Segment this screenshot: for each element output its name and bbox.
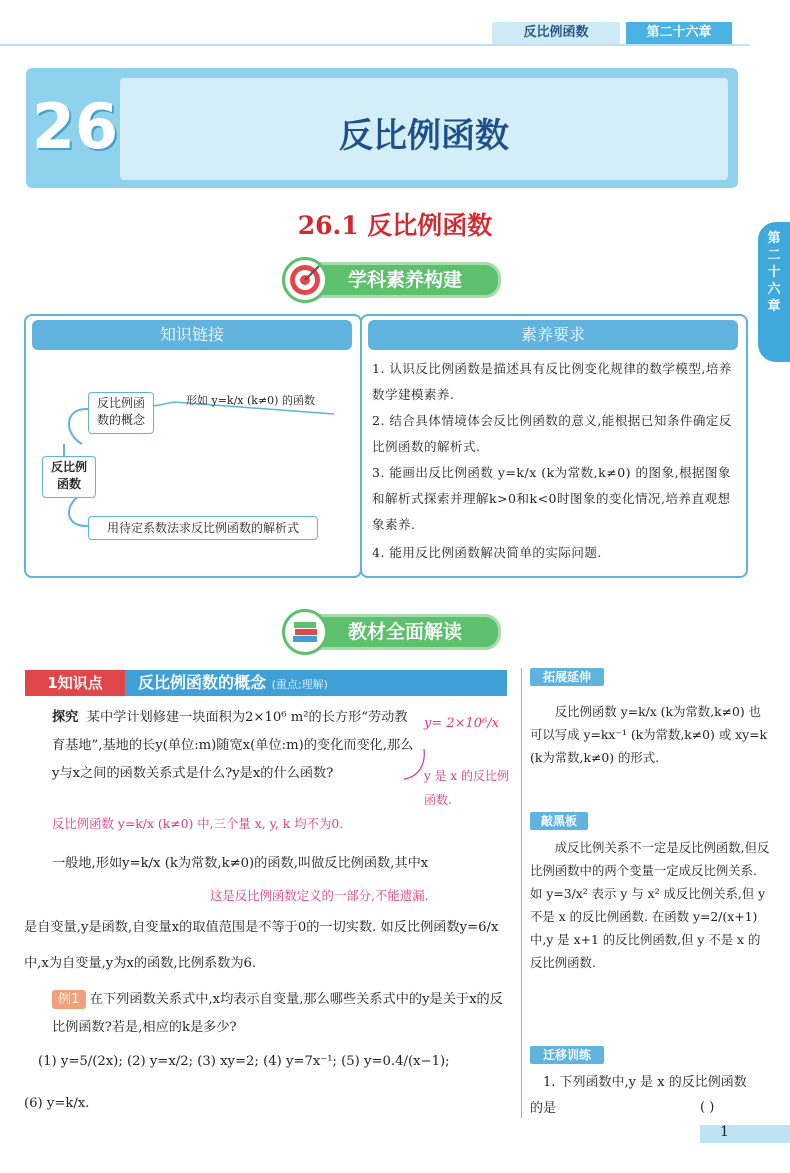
side-tab-char: 第 xyxy=(767,231,781,246)
example-option-6: (6) y=k/x. xyxy=(24,1096,90,1111)
section-title: 26.1 反比例函数 xyxy=(297,211,493,240)
side-tab-char: 六 xyxy=(767,282,781,297)
example-text: 在下列函数关系式中,x均表示自变量,那么哪些关系式中的y是关于x的反比例函数?若是,相应的k是多少? xyxy=(52,992,503,1035)
requirement-item: 2. 结合具体情境体会反比例函数的意义,能根据已知条件确定反比例函数的解析式. xyxy=(372,413,732,454)
root-node: 反比例 函数 xyxy=(42,456,96,498)
knowledge-link-heading: 知识链接 xyxy=(32,320,352,350)
practice-answer-paren[interactable]: ( ) xyxy=(700,1100,715,1115)
chapter-number: 26 xyxy=(31,90,119,163)
method-node: 用待定系数法求反比例函数的解析式 xyxy=(88,516,318,540)
extension-text: 反比例函数 y=k/x (k为常数,k≠0) 也可以写成 y=kx⁻¹ (k为常数,k≠0) 或 xy=k (k为常数,k≠0) 的形式. xyxy=(530,704,768,765)
kp-subtitle: (重点;理解) xyxy=(271,678,328,691)
note-definition: 这是反比例函数定义的一部分,不能遗漏. xyxy=(210,888,429,903)
column-divider xyxy=(521,668,522,1118)
concept-definition: 形如 y=k/x (k≠0) 的函数 xyxy=(186,394,315,407)
extension-tag: 拓展延伸 xyxy=(530,668,604,686)
note-nonzero: 反比例函数 y=k/x (k≠0) 中,三个量 x, y, k 均不为0. xyxy=(52,816,344,831)
concept-node: 反比例函 数的概念 xyxy=(88,392,154,434)
header-divider xyxy=(0,44,750,46)
header-topic-tab: 反比例函数 xyxy=(492,22,620,44)
side-tab-char: 二 xyxy=(767,248,781,263)
explore-annotation-note: y 是 x 的反比例函数. xyxy=(424,769,509,807)
requirement-item: 4. 能用反比例函数解决简单的实际问题. xyxy=(372,545,602,560)
chapter-title: 反比例函数 xyxy=(339,116,509,156)
textbook-pill-label: 教材全面解读 xyxy=(348,621,463,643)
kp-title-text: 反比例函数的概念 xyxy=(138,673,267,692)
blackboard-tag: 敲黑板 xyxy=(530,812,588,830)
practice-tag: 迁移训练 xyxy=(530,1046,604,1064)
annotation-arrow xyxy=(400,745,430,785)
explore-annotation-formula: y= 2×10⁶/x xyxy=(424,716,499,731)
definition-continued: 是自变量,y是函数,自变量x的取值范围是不等于0的一切实数. 如反比例函数y=6/x中,x为自变量,y为x的函数,比例系数为6. xyxy=(24,920,499,971)
page-number-bar xyxy=(700,1125,790,1143)
explore-label: 探究 xyxy=(52,710,79,725)
example-label: 例1 xyxy=(52,990,86,1009)
target-icon xyxy=(282,257,328,303)
literacy-requirements-heading: 素养要求 xyxy=(368,320,738,350)
page-number: 1 xyxy=(720,1124,729,1140)
side-chapter-tab xyxy=(758,222,790,362)
practice-question: 1. 下列函数中,y 是 x 的反比例函数的是 xyxy=(530,1075,747,1116)
side-tab-char: 十 xyxy=(767,265,781,280)
knowledge-point-title xyxy=(138,670,328,696)
side-tab-char: 章 xyxy=(767,299,781,314)
explore-text: 某中学计划修建一块面积为2×10⁶ m²的长方形“劳动教育基地”,基地的长y(单位:m)随宽x(单位:m)的变化而变化,那么y与x之间的函数关系式是什么?y是x的什么函数? xyxy=(52,710,414,781)
example-1 xyxy=(52,986,512,1042)
explore-paragraph xyxy=(52,704,420,788)
requirement-item: 3. 能画出反比例函数 y=k/x (k为常数,k≠0) 的图象,根据图象和解析式探索并理解k>0和k<0时图象的变化情况,培养直观想象素养. xyxy=(372,465,731,532)
example-options: (1) y=5/(2x); (2) y=x/2; (3) xy=2; (4) y=7x⁻¹; (5) y=0.4/(x−1); xyxy=(38,1054,450,1069)
blackboard-text: 成反比例关系不一定是反比例函数,但反比例函数中的两个变量一定成反比例关系. 如 y=3/x² 表示 y 与 x² 成反比例关系,但 y 不是 x 的反比例函数. 在函数 y=2/(x+1) 中,y 是 x+1 的反比例函数,但 y 不是 x 的反比例函数. xyxy=(530,840,770,970)
header-chapter-tab: 第二十六章 xyxy=(626,22,732,44)
definition-text: 一般地,形如y=k/x (k为常数,k≠0)的函数,叫做反比例函数,其中x xyxy=(52,856,429,871)
books-icon xyxy=(282,609,328,655)
requirement-item: 1. 认识反比例函数是描述具有反比例变化规律的数学模型,培养数学建模素养. xyxy=(372,361,732,402)
knowledge-point-badge: 1知识点 xyxy=(25,670,125,696)
literacy-pill-label: 学科素养构建 xyxy=(348,269,463,291)
